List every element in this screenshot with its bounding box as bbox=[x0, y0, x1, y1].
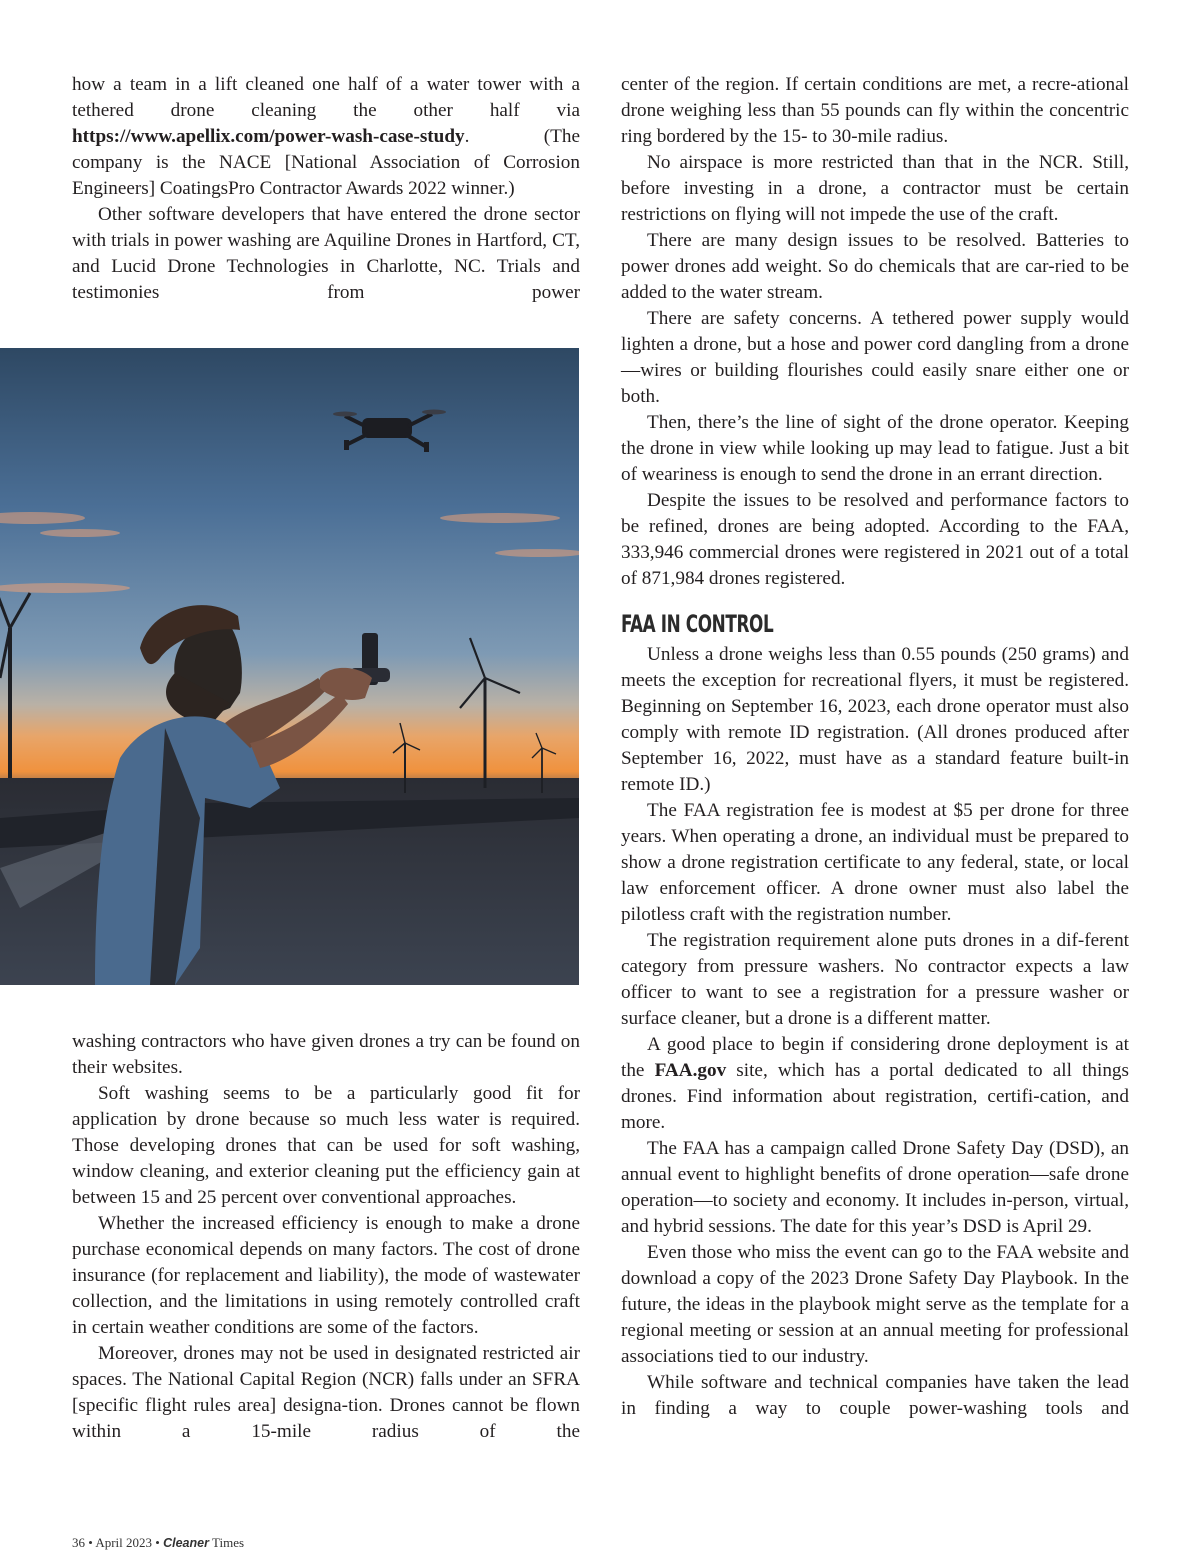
paragraph: The FAA has a campaign called Drone Safety Day (DSD), an annual event to highlight benefits of drone operation—safe drone operation—to society and economy. It includes in-person, virtual, and hybrid sessions. The date for this year’s DSD is April 29. bbox=[621, 1138, 1129, 1237]
case-study-link[interactable]: https://www.apellix.com/power-wash-case-study bbox=[72, 126, 465, 147]
paragraph: center of the region. If certain conditions are met, a recre-ational drone weighing less than 55 pounds can fly within the concentric ring bordered by the 15- to 30-mile radius. bbox=[621, 74, 1129, 147]
paragraph: Even those who miss the event can go to the FAA website and download a copy of the 2023 Drone Safety Day Playbook. In the future, the ideas in the playbook might serve as the template for a regional meeting or session at an annual meeting for professional associations tied to our industry. bbox=[621, 1242, 1129, 1367]
paragraph: The registration requirement alone puts drones in a dif-ferent category from pressure washers. No contractor expects a law officer to want to see a registration for a pressure washer or surface cleaner, but a drone is a different matter. bbox=[621, 930, 1129, 1029]
paragraph: Whether the increased efficiency is enough to make a drone purchase economical depends on many factors. The cost of drone insurance (for replacement and liability), the mode of wastewater collection, and the limitations in using remotely controlled craft in certain weather conditions are some of the factors. bbox=[72, 1213, 580, 1338]
paragraph: Unless a drone weighs less than 0.55 pounds (250 grams) and meets the exception for recreational flyers, it must be registered. Beginning on September 16, 2023, each drone operator must also comply with remote ID registration. (All drones produced after September 16, 2022, must have as a standard feature built-in remote ID.) bbox=[621, 644, 1129, 795]
paragraph: Other software developers that have entered the drone sector with trials in power washing are Aquiline Drones in Hartford, CT, and Lucid Drone Technologies in Charlotte, NC. Trials and testimonies from power bbox=[72, 204, 580, 303]
paragraph: There are many design issues to be resolved. Batteries to power drones add weight. So do chemicals that are car-ried to be added to the water stream. bbox=[621, 230, 1129, 303]
paragraph: No airspace is more restricted than that in the NCR. Still, before investing in a drone, a contractor must be certain restrictions on flying will not impede the use of the craft. bbox=[621, 152, 1129, 225]
paragraph: A good place to begin if considering drone deployment is at the FAA.gov site, which has a portal dedicated to all things drones. Find information about registration, certifi-cation, and more. bbox=[621, 1034, 1129, 1133]
paragraph: Then, there’s the line of sight of the drone operator. Keeping the drone in view while looking up may lead to fatigue. Just a bit of weariness is enough to send the drone in an errant direction. bbox=[621, 412, 1129, 485]
issue-date: April 2023 bbox=[95, 1535, 153, 1550]
paragraph: washing contractors who have given drones a try can be found on their websites. bbox=[72, 1031, 580, 1078]
section-heading: FAA IN CONTROL bbox=[621, 610, 774, 638]
page-footer: 36 • April 2023 • Cleaner Times bbox=[72, 1535, 245, 1550]
left-column-bottom bbox=[72, 1029, 580, 1445]
drone-operator-photo bbox=[0, 348, 579, 985]
paragraph: There are safety concerns. A tethered power supply would lighten a drone, but a hose and power cord dangling from a drone—wires or building flourishes could easily snare either one or both. bbox=[621, 308, 1129, 407]
paragraph: Despite the issues to be resolved and performance factors to be refined, drones are being adopted. According to the FAA, 333,946 commercial drones were registered in 2021 out of a total of 871,984 drones registered. bbox=[621, 490, 1129, 589]
faa-gov-link[interactable]: FAA.gov bbox=[654, 1060, 727, 1081]
paragraph: While software and technical companies have taken the lead in finding a way to couple power-washing tools and bbox=[621, 1372, 1129, 1419]
paragraph: Soft washing seems to be a particularly good fit for application by drone because so much less water is required. Those developing drones that can be used for soft washing, window cleaning, and exterior cleaning put the efficiency gain at between 15 and 25 percent over conventional approaches. bbox=[72, 1083, 580, 1208]
left-column-top bbox=[72, 72, 580, 306]
photo-illustration bbox=[0, 348, 579, 985]
paragraph: Moreover, drones may not be used in designated restricted air spaces. The National Capital Region (NCR) falls under an SFRA [specific flight rules area] designa-tion. Drones cannot be flown within a 15-mile radius of the bbox=[72, 1343, 580, 1442]
magazine-name: Cleaner bbox=[163, 1536, 209, 1550]
paragraph: how a team in a lift cleaned one half of a water tower with a tethered drone cleaning the other half via https://www.apellix.com/power-wash-case-study. (The company is the NACE [National Association of Corrosion Engineers] CoatingsPro Contractor Awards 2022 winner.) bbox=[72, 74, 580, 199]
page-number: 36 bbox=[72, 1535, 85, 1550]
right-column bbox=[621, 72, 1129, 1422]
paragraph: The FAA registration fee is modest at $5 per drone for three years. When operating a drone, an individual must be prepared to show a drone registration certificate to any federal, state, or local law enforcement officer. A drone owner must also label the pilotless craft with the registration number. bbox=[621, 800, 1129, 925]
